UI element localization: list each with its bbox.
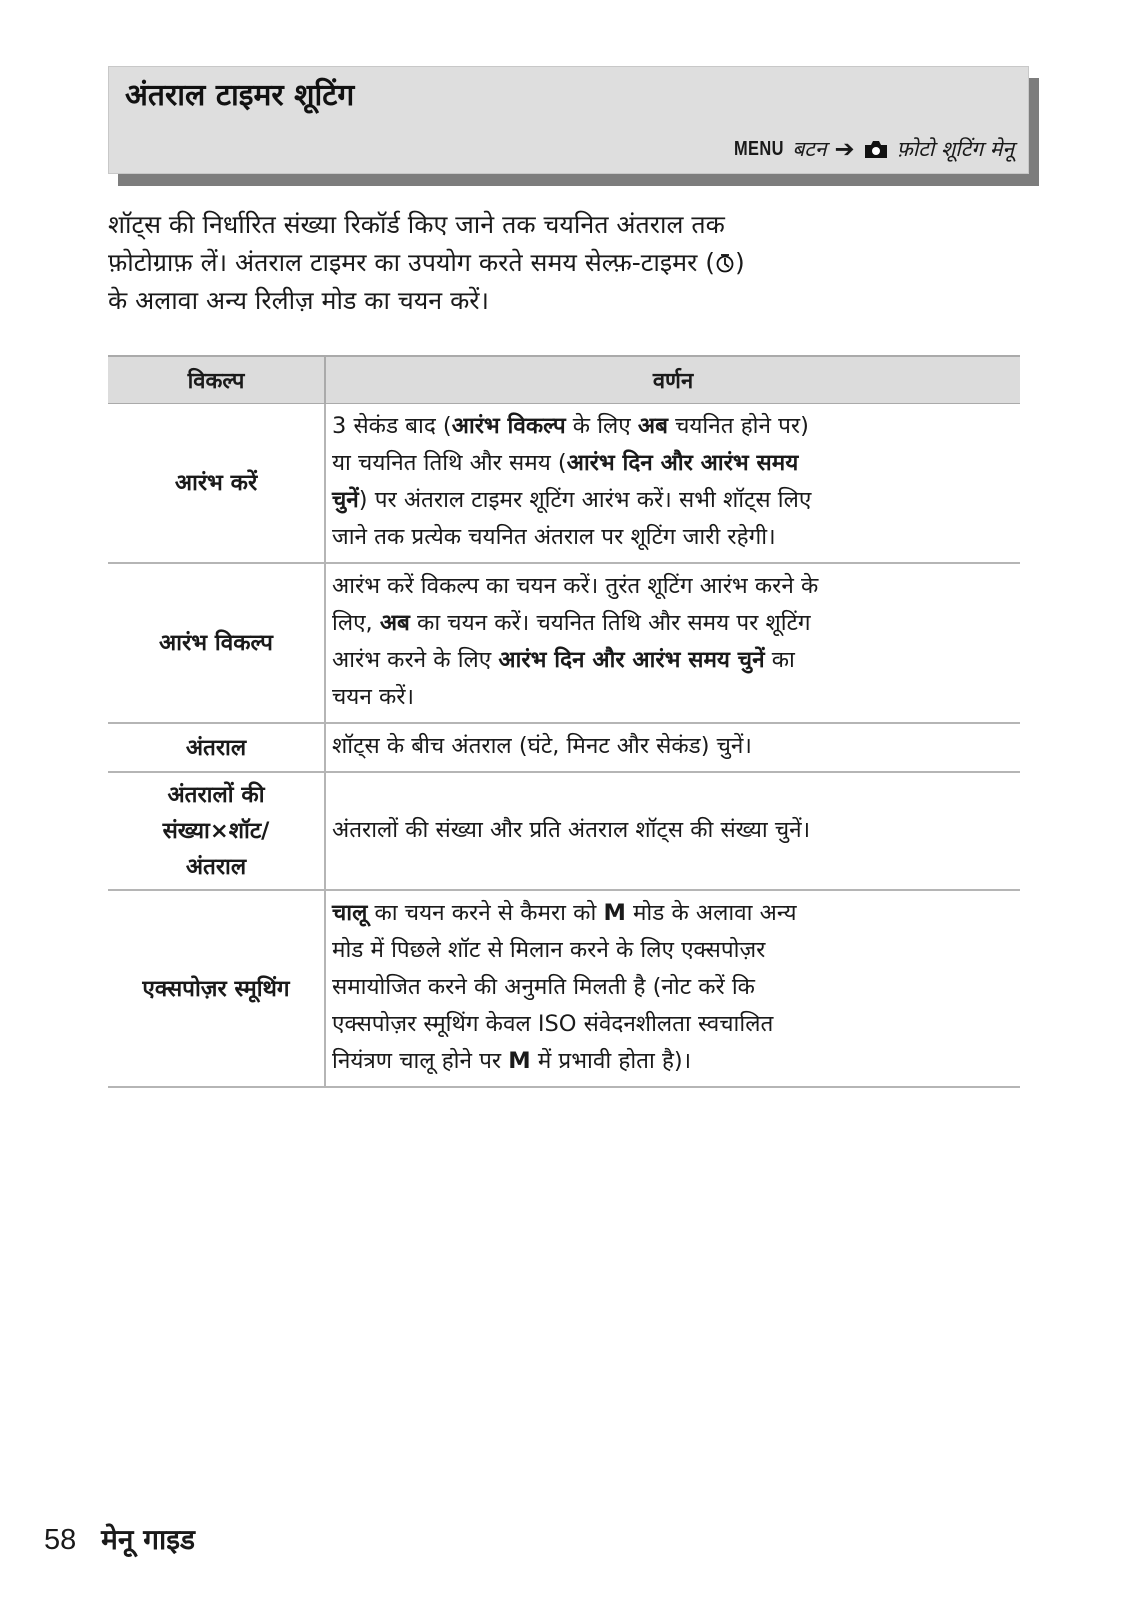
- emphasis-text: अब: [637, 413, 668, 439]
- table-header-row: [108, 356, 1020, 404]
- emphasis-text: चालू: [332, 900, 368, 926]
- table-row: [108, 772, 1020, 890]
- description-line: [332, 642, 1014, 679]
- option-name-line: अंतरालों की: [167, 782, 265, 808]
- text-segment: लिए,: [332, 610, 380, 636]
- menu-name: फ़ोटो शूटिंग मेनू: [896, 137, 1014, 161]
- intro-line: शॉट्स की निर्धारित संख्या रिकॉर्ड किए जाने तक चयनित अंतराल तक: [108, 210, 725, 239]
- description-line: [332, 445, 1014, 482]
- text-segment: 3 सेकंड बाद (: [332, 413, 452, 439]
- option-name: आरंभ करें: [108, 404, 325, 564]
- description-line: [332, 932, 1014, 969]
- options-table: [108, 355, 1020, 1088]
- menu-breadcrumb: [723, 135, 1014, 163]
- emphasis-text: अब: [379, 610, 410, 636]
- description-line: [332, 895, 1014, 932]
- description-line: [332, 568, 1014, 605]
- text-segment: नियंत्रण चालू होने पर: [332, 1048, 509, 1074]
- emphasis-text: आरंभ दिन और आरंभ समय: [566, 450, 799, 476]
- table-row: [108, 890, 1020, 1087]
- text-segment: ) पर अंतराल टाइमर शूटिंग आरंभ करें। सभी शॉट्स लिए: [358, 487, 812, 513]
- option-description: [325, 890, 1020, 1087]
- text-segment: चयन करें।: [332, 684, 414, 710]
- self-timer-icon: [715, 248, 735, 277]
- description-line: [332, 1006, 1014, 1043]
- arrow-right-icon: ➔: [834, 135, 855, 163]
- menu-button-text: बटन: [792, 137, 827, 161]
- description-line: [332, 969, 1014, 1006]
- text-segment: में प्रभावी होता है)।: [530, 1048, 692, 1074]
- page-title: अंतराल टाइमर शूटिंग: [125, 78, 355, 113]
- emphasis-text: M: [603, 900, 626, 926]
- intro-line: के अलावा अन्य रिलीज़ मोड का चयन करें।: [108, 286, 490, 315]
- emphasis-text: आरंभ विकल्प: [451, 413, 566, 439]
- description-line: [332, 605, 1014, 642]
- text-segment: जाने तक प्रत्येक चयनित अंतराल पर शूटिंग जारी रहेगी।: [332, 524, 776, 550]
- menu-button-label: MENU: [734, 137, 785, 160]
- text-segment: के लिए: [565, 413, 638, 439]
- option-name-line: संख्या×शॉट/: [162, 818, 270, 844]
- table-body: [108, 404, 1020, 1088]
- description-line: [332, 812, 1014, 849]
- table-row: [108, 563, 1020, 723]
- text-segment: समायोजित करने की अनुमति मिलती है (नोट करें कि: [332, 974, 755, 1000]
- option-name: [108, 772, 325, 890]
- option-name: आरंभ विकल्प: [108, 563, 325, 723]
- description-column-header: वर्णन: [325, 356, 1020, 404]
- description-line: [332, 482, 1014, 519]
- section-name: मेनू गाइड: [101, 1523, 195, 1556]
- page-header: [108, 66, 1029, 174]
- text-segment: मोड के अलावा अन्य: [625, 900, 797, 926]
- emphasis-text: चुनें: [332, 487, 359, 513]
- text-segment: का चयन करें। चयनित तिथि और समय पर शूटिंग: [409, 610, 811, 636]
- text-segment: आरंभ करें विकल्प का चयन करें। तुरंत शूटिंग आरंभ करने के: [332, 573, 819, 599]
- option-description: [325, 563, 1020, 723]
- option-name: एक्सपोज़र स्मूथिंग: [108, 890, 325, 1087]
- option-description: [325, 772, 1020, 890]
- text-segment: एक्सपोज़र स्मूथिंग केवल ISO संवेदनशीलता स्वचालित: [332, 1011, 774, 1037]
- description-line: [332, 728, 1014, 765]
- emphasis-text: आरंभ दिन और आरंभ समय चुनें: [498, 647, 765, 673]
- description-line: [332, 1043, 1014, 1080]
- text-segment: शॉट्स के बीच अंतराल (घंटे, मिनट और सेकंड) चुनें।: [332, 733, 752, 759]
- emphasis-text: M: [508, 1048, 531, 1074]
- page-footer: [44, 1520, 195, 1558]
- intro-paragraph: [108, 206, 998, 320]
- text-segment: का चयन करने से कैमरा को: [367, 900, 604, 926]
- option-name: अंतराल: [108, 723, 325, 772]
- option-column-header: विकल्प: [108, 356, 325, 404]
- option-description: [325, 723, 1020, 772]
- camera-icon: [863, 139, 889, 159]
- description-line: [332, 679, 1014, 716]
- text-segment: अंतरालों की संख्या और प्रति अंतराल शॉट्स की संख्या चुनें।: [332, 816, 811, 843]
- option-description: [325, 404, 1020, 564]
- description-line: [332, 519, 1014, 556]
- table-row: [108, 404, 1020, 564]
- description-line: [332, 408, 1014, 445]
- table-row: [108, 723, 1020, 772]
- option-name-line: अंतराल: [185, 854, 247, 880]
- text-segment: का: [764, 647, 795, 673]
- intro-line: फ़ोटोग्राफ़ लें। अंतराल टाइमर का उपयोग करते समय सेल्फ़-टाइमर ( ): [108, 248, 745, 277]
- text-segment: चयनित होने पर): [667, 413, 809, 439]
- page-number: 58: [44, 1524, 77, 1556]
- text-segment: या चयनित तिथि और समय (: [332, 450, 567, 476]
- text-segment: आरंभ करने के लिए: [332, 647, 499, 673]
- text-segment: मोड में पिछले शॉट से मिलान करने के लिए एक्सपोज़र: [332, 937, 766, 963]
